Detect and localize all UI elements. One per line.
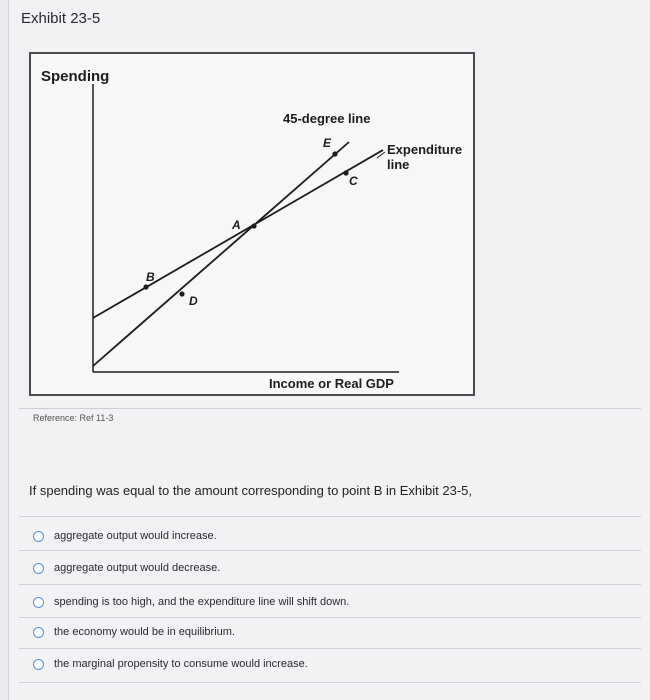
expenditure-line-label-line1: Expenditure (387, 142, 463, 157)
answer-option-label: the economy would be in equilibrium. (54, 626, 235, 638)
answer-option-label: aggregate output would increase. (54, 530, 217, 542)
exhibit-chart (29, 52, 475, 396)
divider (19, 516, 641, 517)
forty-five-degree-line-label: 45-degree line (283, 111, 371, 126)
divider (19, 550, 641, 551)
point-d-marker (179, 291, 184, 296)
point-c-marker (343, 170, 348, 175)
answer-option-3[interactable] (33, 592, 349, 612)
answer-option-label: spending is too high, and the expenditure line will shift down. (54, 596, 350, 608)
expenditure-line-label (387, 142, 462, 172)
radio-icon[interactable] (33, 531, 44, 542)
divider (19, 648, 641, 649)
radio-icon[interactable] (33, 627, 44, 638)
forty-five-degree-line (93, 142, 349, 366)
divider (19, 682, 641, 683)
point-e-label: E (323, 136, 332, 150)
answer-option-1[interactable] (33, 526, 217, 546)
point-b-label: B (146, 270, 155, 284)
point-b-marker (143, 284, 148, 289)
answer-option-4[interactable] (33, 622, 235, 642)
x-axis-label: Income or Real GDP (269, 376, 394, 391)
question-page (8, 0, 650, 700)
exhibit-title: Exhibit 23-5 (21, 10, 101, 27)
divider (19, 584, 641, 585)
y-axis-label: Spending (41, 68, 110, 85)
radio-icon[interactable] (33, 563, 44, 574)
radio-icon[interactable] (33, 597, 44, 608)
point-a-label: A (232, 218, 241, 232)
point-a-marker (251, 223, 256, 228)
radio-icon[interactable] (33, 659, 44, 670)
chart-svg (31, 54, 473, 394)
divider (19, 617, 641, 618)
question-text: If spending was equal to the amount corresponding to point B in Exhibit 23-5, (29, 483, 473, 498)
divider (19, 408, 641, 409)
point-d-label: D (189, 294, 198, 308)
reference-text: Reference: Ref 11-3 (33, 413, 114, 423)
answer-option-5[interactable] (33, 654, 308, 674)
point-e-marker (332, 151, 337, 156)
expenditure-line (93, 150, 383, 318)
answer-option-2[interactable] (33, 558, 220, 578)
answer-option-label: the marginal propensity to consume would increase. (54, 658, 308, 670)
point-c-label: C (349, 174, 358, 188)
answer-option-label: aggregate output would decrease. (54, 562, 221, 574)
expenditure-line-label-line2: line (387, 157, 410, 172)
